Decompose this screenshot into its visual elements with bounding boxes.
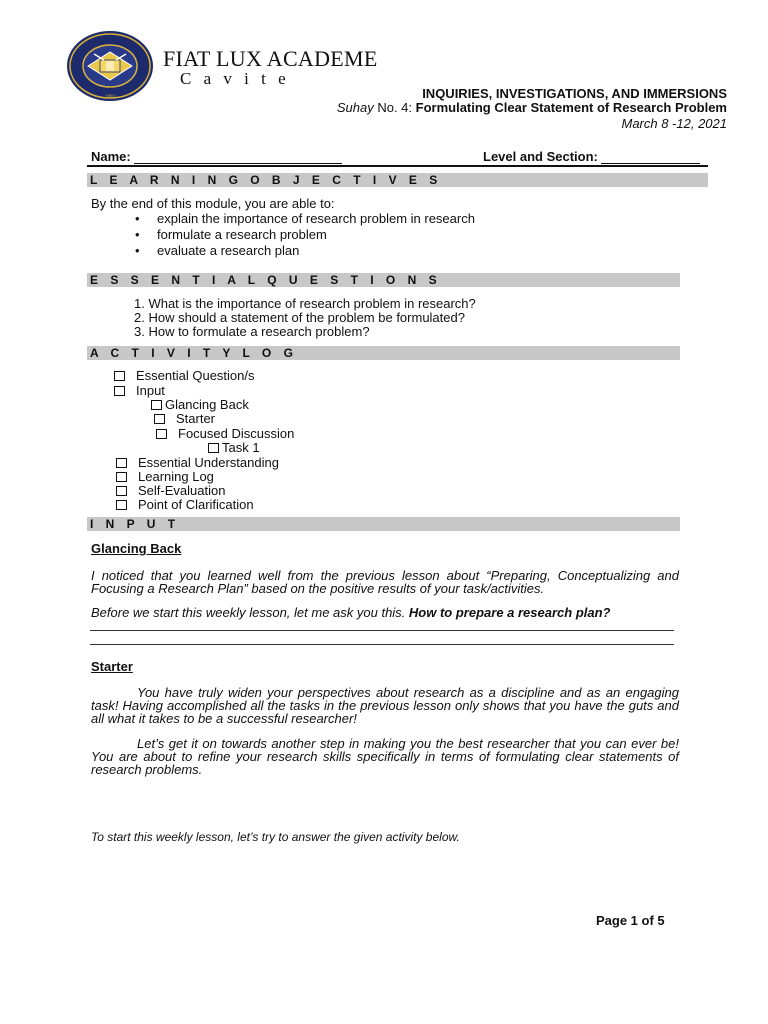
name-label: Name: — [91, 149, 135, 164]
course-title: INQUIRIES, INVESTIGATIONS, AND IMMERSIONS — [422, 86, 727, 101]
checklist-item: Input — [136, 383, 165, 398]
bullet-icon: • — [135, 211, 140, 226]
checklist-item: Essential Question/s — [136, 368, 255, 383]
seal-year: 1993 — [105, 95, 115, 100]
starter-title: Starter — [91, 659, 133, 674]
question-prompt: How to prepare a research plan? — [408, 605, 611, 620]
checkbox-icon — [116, 500, 127, 510]
level-section-field — [483, 149, 700, 164]
checklist-item: Essential Understanding — [138, 455, 279, 470]
input-heading: I N P U T — [87, 517, 680, 531]
checklist-item: Task 1 — [222, 440, 260, 455]
starter-closing: To start this weekly lesson, let’s try to answer the given activity below. — [91, 830, 460, 844]
question-item: 2. How should a statement of the problem be formulated? — [134, 310, 465, 325]
objective-item: • evaluate a research plan — [135, 243, 300, 258]
module-topic: Formulating Clear Statement of Research Problem — [415, 100, 727, 115]
activity-log-heading: A C T I V I T Y L O G — [87, 346, 680, 360]
glancing-back-title: Glancing Back — [91, 541, 182, 556]
checklist-item: Learning Log — [138, 469, 214, 484]
learning-objectives-heading: L E A R N I N G O B J E C T I V E S — [87, 173, 708, 187]
glancing-back-paragraph: I noticed that you learned well from the previous lesson about “Preparing, Conceptualizing and Focusing a Research Plan” based on the positive results of your task/activities. — [91, 568, 679, 596]
checklist-item: Glancing Back — [165, 397, 249, 412]
starter-paragraph-2: Let’s get it on towards another step in making you the best researcher that you can ever be! You are about to refine your research skills specifically in terms of formulating clear statements of research problems. — [91, 736, 679, 777]
school-name: FIAT LUX ACADEME — [163, 46, 378, 71]
school-seal-logo — [66, 30, 154, 102]
module-title — [337, 100, 727, 115]
checklist-item: Focused Discussion — [178, 426, 294, 441]
checkbox-icon — [208, 443, 219, 453]
bullet-icon: • — [135, 227, 140, 242]
name-blank — [134, 151, 342, 164]
checkbox-icon — [151, 400, 162, 410]
question-item: 3. How to formulate a research problem? — [134, 324, 370, 339]
starter-paragraph-1: You have truly widen your perspectives about research as a discipline and as an engaging task! Having accomplished all the tasks in the previous lesson only shows that you have the guts and all what it takes to be a successful researcher! — [91, 685, 679, 726]
page-number: Page 1 of 5 — [596, 913, 665, 928]
objective-item: • formulate a research problem — [135, 227, 327, 242]
essential-questions-heading: E S S E N T I A L Q U E S T I O N S — [87, 273, 680, 287]
checkbox-icon — [156, 429, 167, 439]
question-intro: Before we start this weekly lesson, let me ask you this. — [91, 605, 409, 620]
suhay-number: No. 4: — [373, 100, 416, 115]
checkbox-icon — [154, 414, 165, 424]
name-field — [91, 149, 342, 164]
checklist-item: Point of Clarification — [138, 497, 254, 512]
suhay-label: Suhay — [336, 100, 374, 115]
answer-line — [90, 630, 674, 631]
glancing-back-question — [91, 606, 679, 619]
objective-item: • explain the importance of research problem in research — [135, 211, 475, 226]
checkbox-icon — [116, 486, 127, 496]
checkbox-icon — [116, 472, 127, 482]
school-location: C a v i t e — [180, 69, 290, 88]
module-date: March 8 -12, 2021 — [621, 116, 727, 131]
checkbox-icon — [114, 386, 125, 396]
objectives-intro: By the end of this module, you are able to: — [91, 196, 335, 211]
level-blank — [601, 151, 700, 164]
level-label: Level and Section: — [483, 149, 602, 164]
question-item: 1. What is the importance of research problem in research? — [134, 296, 476, 311]
checklist-item: Starter — [176, 411, 215, 426]
checkbox-icon — [116, 458, 127, 468]
answer-line — [90, 644, 674, 645]
checklist-item: Self-Evaluation — [138, 483, 225, 498]
header-divider — [87, 165, 708, 167]
bullet-icon: • — [135, 243, 140, 258]
checkbox-icon — [114, 371, 125, 381]
